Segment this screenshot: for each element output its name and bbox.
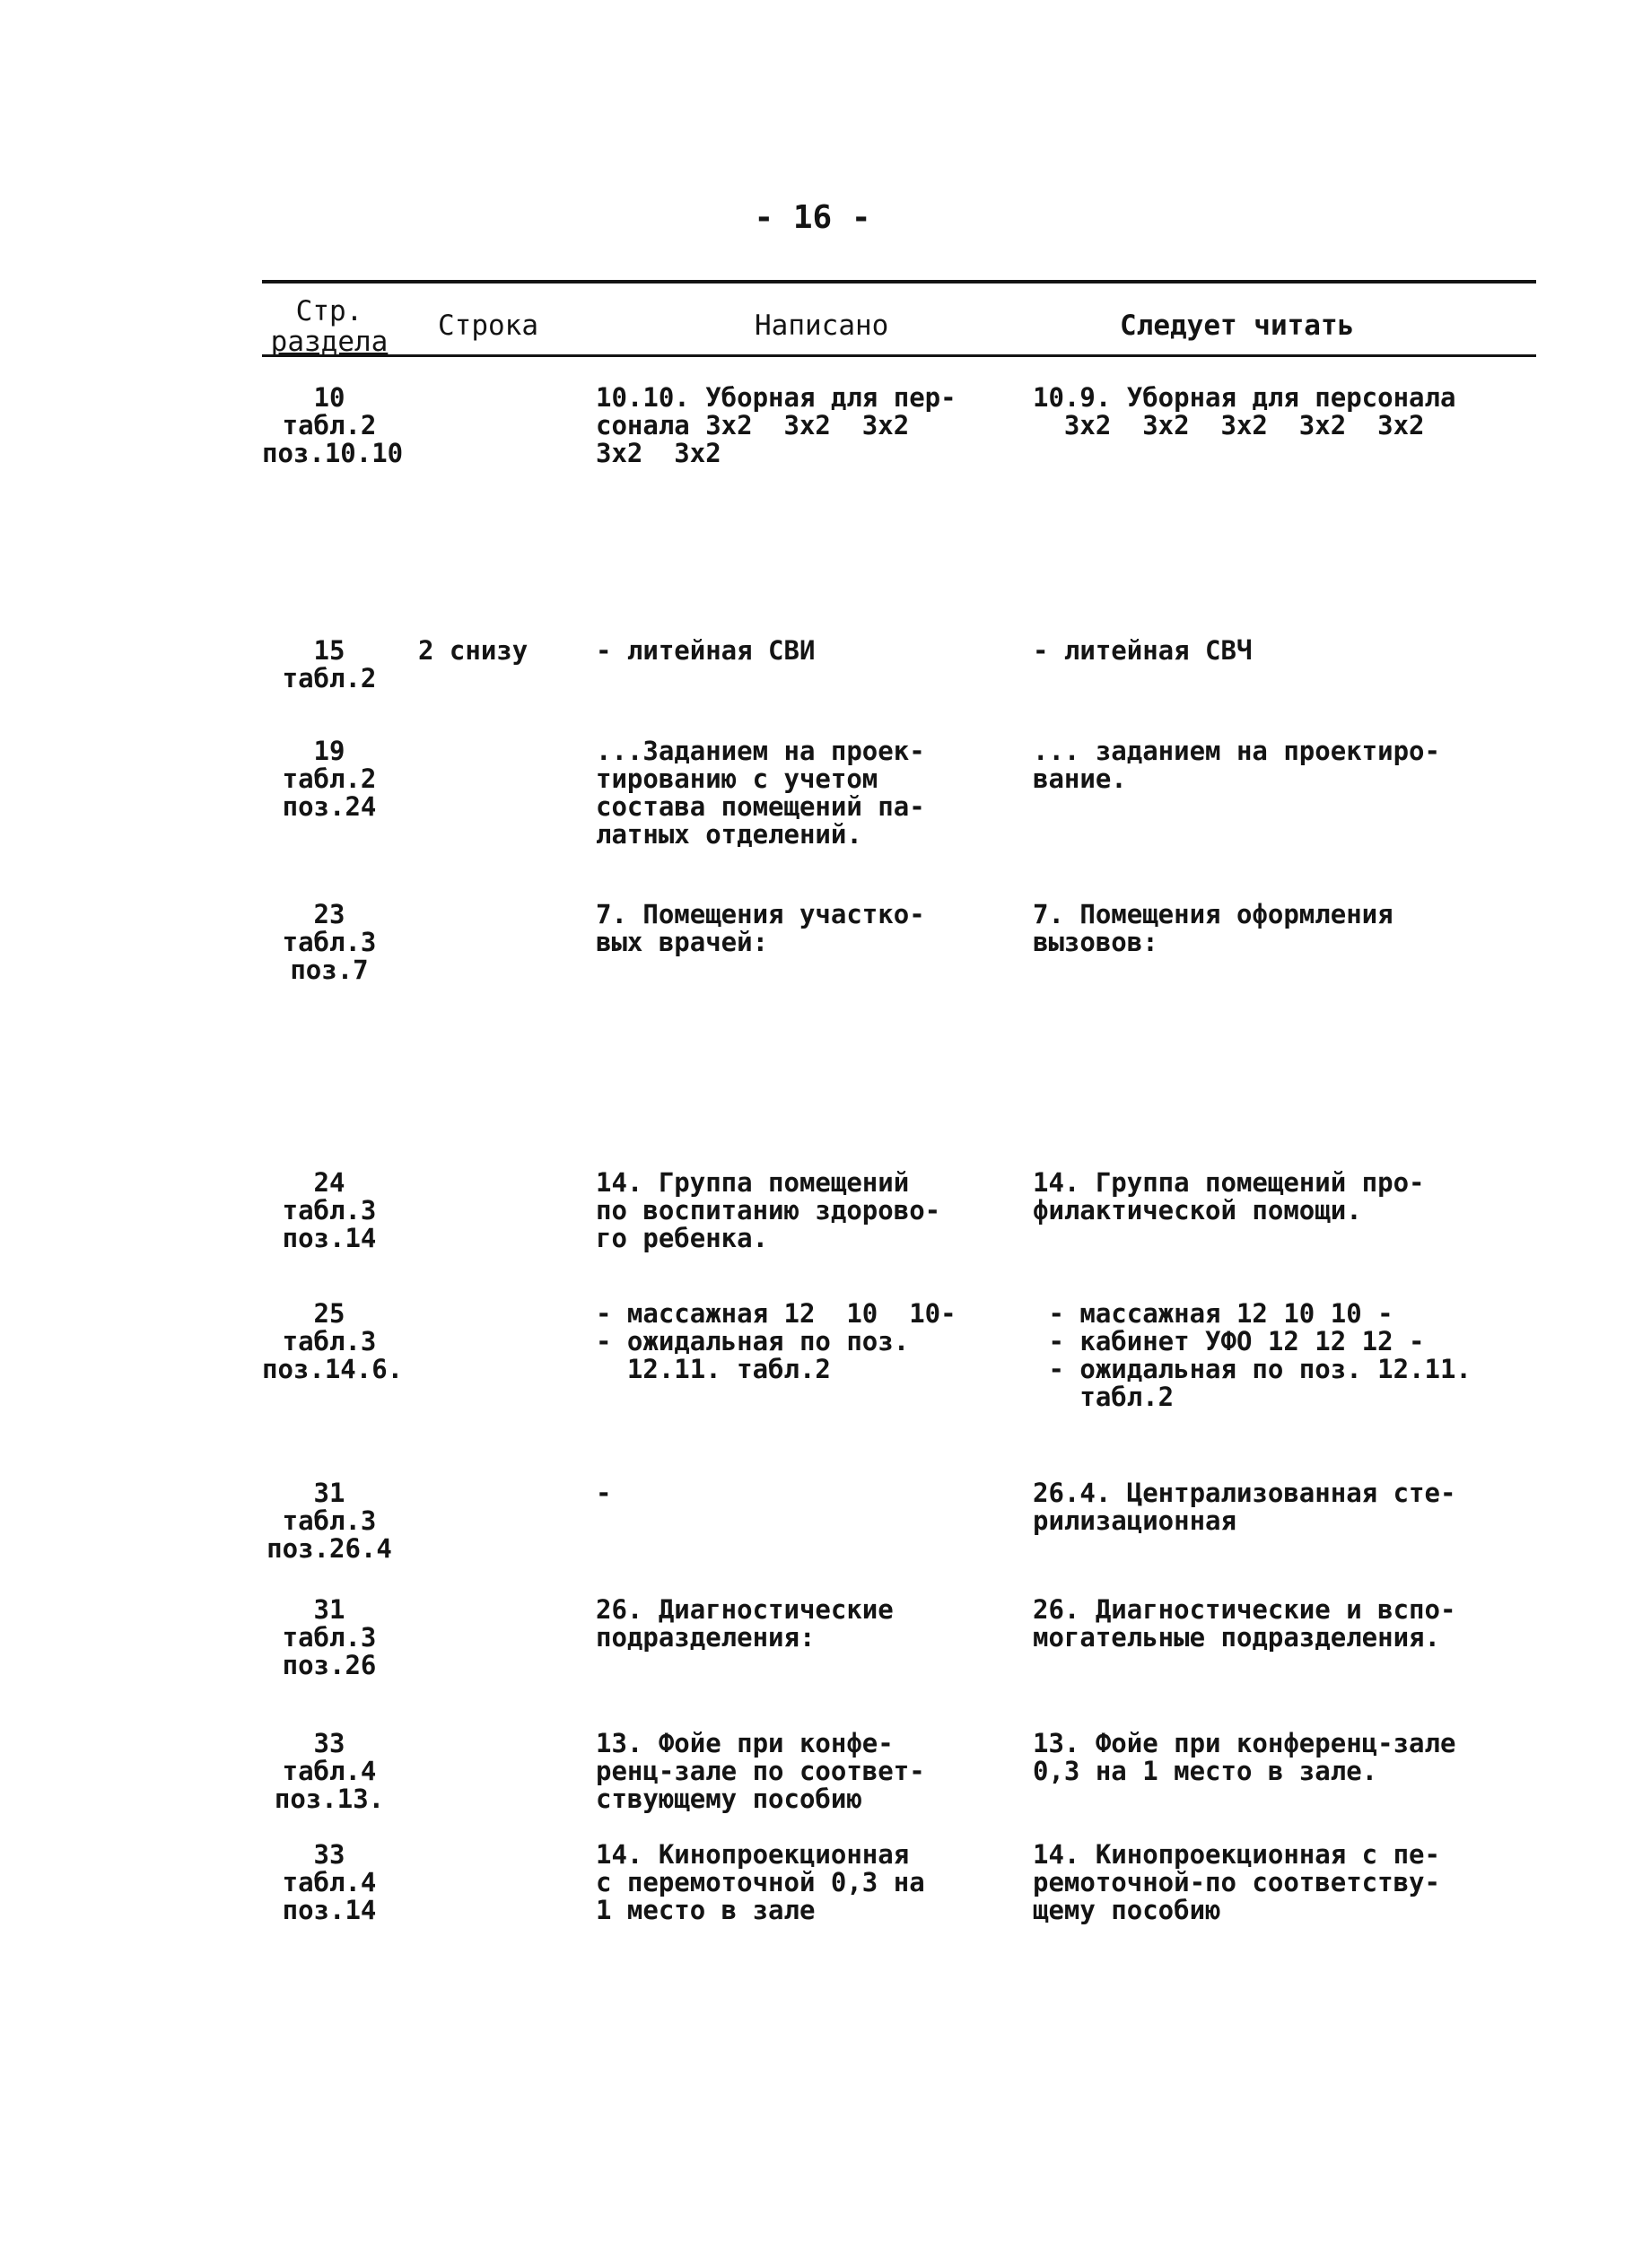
row-should-read-text: щему пособию xyxy=(1033,1895,1221,1925)
row-section xyxy=(262,1596,397,1679)
row-written-text: по воспитанию здорово- xyxy=(596,1195,941,1226)
row-section-text: поз.14.6. xyxy=(262,1354,404,1384)
row-should-read-text: 14. Кинопроекционная с пе- xyxy=(1033,1839,1440,1870)
row-section-text: поз.7 xyxy=(290,955,369,985)
header-section-line-2: раздела xyxy=(270,326,389,358)
row-section xyxy=(262,1298,404,1384)
row-section-text: 31 xyxy=(313,1478,345,1508)
row-written xyxy=(596,637,815,665)
row-written xyxy=(596,1596,894,1652)
row-section-text: поз.26 xyxy=(282,1650,377,1680)
row-section-text: табл.4 xyxy=(282,1867,377,1897)
header-section xyxy=(262,296,397,357)
table-header-rule xyxy=(262,354,1536,357)
row-section xyxy=(262,737,397,821)
row-written-text: 10.10. Уборная для пер- xyxy=(596,382,957,413)
row-should-read-text: 3x2 3x2 3x2 3x2 3x2 xyxy=(1033,410,1425,441)
row-section-text: табл.3 xyxy=(282,927,377,957)
row-section-text: 33 xyxy=(313,1839,345,1870)
row-should-read xyxy=(1033,1169,1425,1225)
row-written xyxy=(596,1300,957,1383)
header-line: Строка xyxy=(438,310,538,342)
row-written-text: 12.11. табл.2 xyxy=(596,1354,831,1384)
row-written-text: 14. Группа помещений xyxy=(596,1167,910,1198)
row-written-text: 13. Фойе при конфе- xyxy=(596,1728,894,1758)
row-line-text: 2 снизу xyxy=(418,635,529,666)
row-section-text: 33 xyxy=(313,1728,345,1758)
row-written-text: вых врачей: xyxy=(596,927,769,957)
row-section-text: табл.2 xyxy=(282,763,377,794)
row-section-text: табл.3 xyxy=(282,1622,377,1653)
row-written-text: - ожидальная по поз. xyxy=(596,1326,910,1356)
header-written: Написано xyxy=(755,310,889,342)
row-should-read-text: 26.4. Централизованная сте- xyxy=(1033,1478,1456,1508)
row-should-read-text: 7. Помещения оформления xyxy=(1033,899,1393,929)
row-section-text: 19 xyxy=(313,736,345,766)
row-section-text: табл.3 xyxy=(282,1505,377,1536)
row-section xyxy=(262,901,397,984)
row-section xyxy=(262,1169,397,1252)
row-section-text: поз.10.10 xyxy=(262,438,404,468)
row-should-read-text: - массажная 12 10 10 - xyxy=(1033,1298,1393,1329)
row-written xyxy=(596,1479,611,1507)
row-written-text: ренц-зале по соответ- xyxy=(596,1756,925,1786)
row-written-text: ствующему пособию xyxy=(596,1784,862,1814)
row-written-text: латных отделений. xyxy=(596,819,862,850)
row-written-text: состава помещений па- xyxy=(596,791,925,822)
row-section xyxy=(262,1841,397,1924)
row-written-text: 7. Помещения участко- xyxy=(596,899,925,929)
row-written-text: с перемоточной 0,3 на xyxy=(596,1867,925,1897)
page-number: - 16 - xyxy=(754,199,871,236)
row-should-read xyxy=(1033,1300,1472,1411)
row-section-text: 25 xyxy=(313,1298,345,1329)
row-section-text: табл.3 xyxy=(282,1326,377,1356)
row-should-read-text: ... заданием на проектиро- xyxy=(1033,736,1440,766)
row-section xyxy=(262,1730,397,1813)
row-written-text: 1 место в зале xyxy=(596,1895,816,1925)
row-section xyxy=(262,382,404,468)
row-should-read-text: 14. Группа помещений про- xyxy=(1033,1167,1425,1198)
row-section-text: табл.2 xyxy=(282,663,377,693)
row-written-text: - массажная 12 10 10- xyxy=(596,1298,957,1329)
row-section xyxy=(262,1479,397,1563)
row-should-read xyxy=(1033,1841,1440,1924)
row-section-text: поз.14 xyxy=(282,1895,377,1925)
row-written-text: ...Заданием на проек- xyxy=(596,736,925,766)
row-should-read-text: вание. xyxy=(1033,763,1127,794)
row-should-read-text: вызовов: xyxy=(1033,927,1158,957)
row-should-read xyxy=(1033,901,1393,956)
row-section-text: поз.24 xyxy=(282,791,377,822)
row-written-text: сонала 3x2 3x2 3x2 xyxy=(596,410,910,441)
row-section-text: поз.13. xyxy=(274,1784,385,1814)
row-written xyxy=(596,737,925,849)
row-should-read xyxy=(1033,637,1252,665)
header-section-line-1: Стр. xyxy=(295,295,363,327)
row-should-read-text: табл.2 xyxy=(1033,1382,1175,1412)
row-should-read-text: 10.9. Уборная для персонала xyxy=(1033,382,1456,413)
row-section-text: табл.3 xyxy=(282,1195,377,1226)
row-written xyxy=(596,1730,925,1813)
row-written xyxy=(596,1841,925,1924)
row-should-read xyxy=(1033,737,1440,793)
row-should-read xyxy=(1033,1479,1455,1535)
header-should-read: Следует читать xyxy=(1120,310,1355,342)
row-section xyxy=(262,637,397,693)
row-should-read xyxy=(1033,1730,1455,1785)
row-should-read-text: 13. Фойе при конференц-зале xyxy=(1033,1728,1456,1758)
row-section-text: поз.26.4 xyxy=(266,1533,392,1564)
row-should-read-text: 26. Диагностические и вспо- xyxy=(1033,1594,1456,1625)
row-written-text: го ребенка. xyxy=(596,1223,769,1253)
row-should-read-text: - литейная СВЧ xyxy=(1033,635,1253,666)
row-written-text: 26. Диагностические xyxy=(596,1594,894,1625)
row-written-text: тированию с учетом xyxy=(596,763,878,794)
row-written-text: 14. Кинопроекционная xyxy=(596,1839,910,1870)
row-written xyxy=(596,1169,940,1252)
row-section-text: табл.2 xyxy=(282,410,377,441)
row-section-text: 23 xyxy=(313,899,345,929)
table-top-rule xyxy=(262,280,1536,284)
row-written-text: - литейная СВИ xyxy=(596,635,816,666)
row-section-text: 31 xyxy=(313,1594,345,1625)
row-should-read-text: могательные подразделения. xyxy=(1033,1622,1440,1653)
row-written-text: подразделения: xyxy=(596,1622,816,1653)
row-section-text: табл.4 xyxy=(282,1756,377,1786)
row-should-read-text: - кабинет УФО 12 12 12 - xyxy=(1033,1326,1425,1356)
row-line xyxy=(418,637,528,665)
row-should-read xyxy=(1033,1596,1455,1652)
row-should-read-text: рилизационная xyxy=(1033,1505,1236,1536)
row-should-read-text: 0,3 на 1 место в зале. xyxy=(1033,1756,1378,1786)
row-written-text: - xyxy=(596,1478,612,1508)
row-should-read-text: филактической помощи. xyxy=(1033,1195,1362,1226)
row-should-read-text: - ожидальная по поз. 12.11. xyxy=(1033,1354,1472,1384)
row-section-text: 15 xyxy=(313,635,345,666)
row-written xyxy=(596,901,925,956)
row-should-read xyxy=(1033,384,1455,440)
row-section-text: 10 xyxy=(313,382,345,413)
row-should-read-text: ремоточной-по соответству- xyxy=(1033,1867,1440,1897)
row-section-text: 24 xyxy=(313,1167,345,1198)
row-section-text: поз.14 xyxy=(282,1223,377,1253)
row-written-text: 3x2 3x2 xyxy=(596,438,721,468)
row-written xyxy=(596,384,957,467)
